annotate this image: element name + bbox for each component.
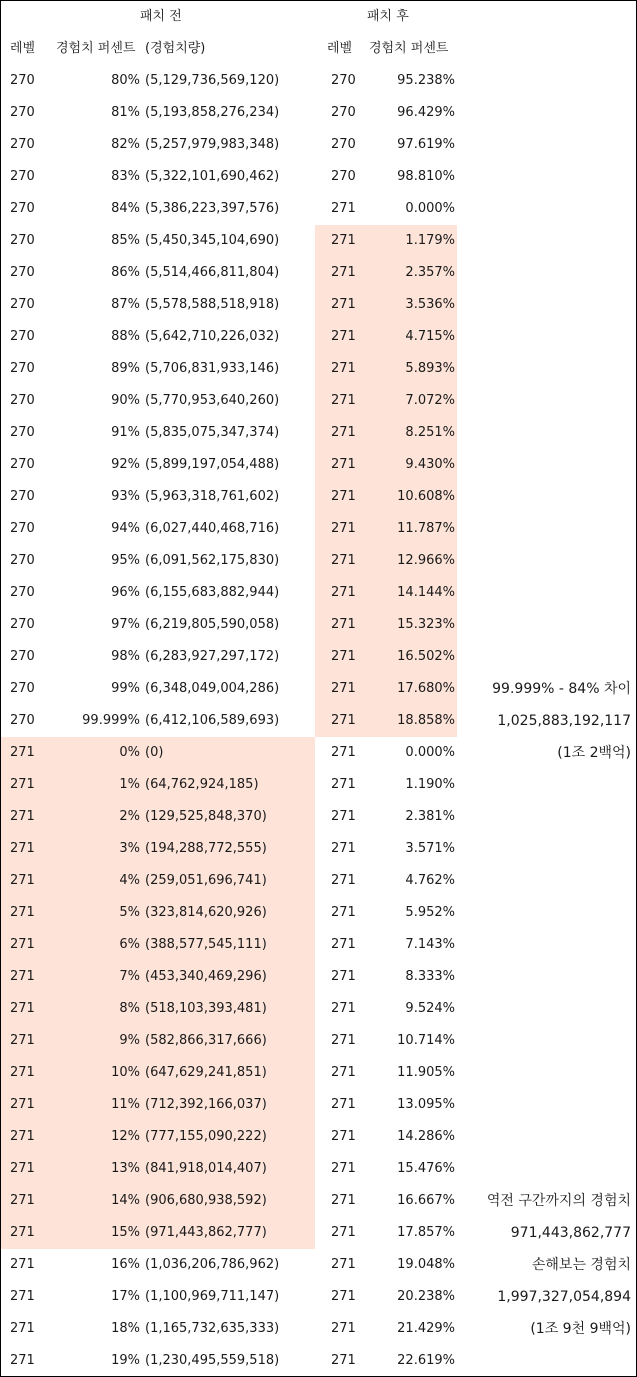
level-before: 270	[10, 265, 35, 280]
level-before: 270	[10, 425, 35, 440]
level-after: 271	[331, 361, 356, 376]
exp-percent-before: 95%	[111, 553, 140, 568]
exp-percent-before: 86%	[111, 265, 140, 280]
table-row	[1, 929, 636, 961]
exp-percent-before: 99.999%	[82, 713, 140, 728]
level-after: 271	[331, 489, 356, 504]
table-row	[1, 705, 636, 737]
exp-percent-after: 95.238%	[397, 73, 455, 88]
exp-percent-after: 15.323%	[397, 617, 455, 632]
level-before: 271	[10, 969, 35, 984]
exp-percent-after: 1.190%	[405, 777, 455, 792]
level-before: 271	[10, 1321, 35, 1336]
exp-percent-before: 91%	[111, 425, 140, 440]
level-before: 270	[10, 73, 35, 88]
exp-percent-after: 17.680%	[397, 681, 455, 696]
exp-percent-before: 3%	[119, 841, 140, 856]
level-before: 271	[10, 1257, 35, 1272]
exp-percent-before: 87%	[111, 297, 140, 312]
exp-amount-before: (841,918,014,407)	[145, 1161, 267, 1176]
exp-percent-before: 17%	[111, 1289, 140, 1304]
exp-percent-after: 96.429%	[397, 105, 455, 120]
exp-percent-before: 6%	[119, 937, 140, 952]
level-after: 271	[331, 1065, 356, 1080]
level-before: 271	[10, 777, 35, 792]
level-after: 271	[331, 1129, 356, 1144]
level-after: 271	[331, 1225, 356, 1240]
exp-percent-before: 99%	[111, 681, 140, 696]
table-row	[1, 769, 636, 801]
exp-percent-after: 9.430%	[405, 457, 455, 472]
table-row	[1, 1153, 636, 1185]
level-after: 271	[331, 617, 356, 632]
exp-amount-before: (1,100,969,711,147)	[145, 1289, 280, 1304]
title-after-patch: 패치 후	[367, 9, 409, 24]
exp-percent-after: 97.619%	[397, 137, 455, 152]
table-row	[1, 1217, 636, 1249]
level-before: 270	[10, 105, 35, 120]
exp-percent-before: 18%	[111, 1321, 140, 1336]
header-level-before: 레벨	[10, 41, 36, 56]
level-before: 270	[10, 649, 35, 664]
level-before: 271	[10, 841, 35, 856]
level-after: 271	[331, 521, 356, 536]
table-row	[1, 129, 636, 161]
table-row	[1, 1025, 636, 1057]
level-after: 271	[331, 1001, 356, 1016]
table-row	[1, 545, 636, 577]
exp-percent-before: 82%	[111, 137, 140, 152]
level-after: 271	[331, 1353, 356, 1368]
header-exp-percent-before: 경험치 퍼센트	[56, 41, 136, 56]
header-level-after: 레벨	[327, 41, 353, 56]
exp-percent-after: 2.357%	[405, 265, 455, 280]
exp-amount-before: (5,386,223,397,576)	[145, 201, 280, 216]
exp-amount-before: (777,155,090,222)	[145, 1129, 267, 1144]
level-after: 271	[331, 937, 356, 952]
exp-amount-before: (1,230,495,559,518)	[145, 1353, 280, 1368]
exp-amount-before: (5,193,858,276,234)	[145, 105, 280, 120]
level-after: 271	[331, 201, 356, 216]
exp-percent-before: 85%	[111, 233, 140, 248]
exp-amount-before: (5,770,953,640,260)	[145, 393, 280, 408]
level-after: 271	[331, 777, 356, 792]
exp-percent-after: 21.429%	[397, 1321, 455, 1336]
table-row	[1, 385, 636, 417]
side-note: (1조 2백억)	[557, 745, 631, 761]
table-row	[1, 449, 636, 481]
exp-percent-before: 80%	[111, 73, 140, 88]
side-note: 99.999% - 84% 차이	[492, 681, 631, 697]
exp-percent-after: 9.524%	[405, 1001, 455, 1016]
level-before: 270	[10, 169, 35, 184]
exp-amount-before: (388,577,545,111)	[145, 937, 267, 952]
level-before: 270	[10, 361, 35, 376]
level-before: 271	[10, 1065, 35, 1080]
table-row	[1, 1185, 636, 1217]
exp-percent-before: 83%	[111, 169, 140, 184]
table-row	[1, 1121, 636, 1153]
exp-percent-after: 3.536%	[405, 297, 455, 312]
level-before: 271	[10, 1129, 35, 1144]
exp-percent-before: 4%	[119, 873, 140, 888]
exp-percent-after: 17.857%	[397, 1225, 455, 1240]
exp-percent-after: 3.571%	[405, 841, 455, 856]
exp-amount-before: (971,443,862,777)	[145, 1225, 267, 1240]
side-note: (1조 9천 9백억)	[530, 1321, 631, 1337]
title-before-patch: 패치 전	[140, 9, 182, 24]
exp-amount-before: (1,036,206,786,962)	[145, 1257, 280, 1272]
exp-percent-after: 98.810%	[397, 169, 455, 184]
exp-percent-before: 0%	[119, 745, 140, 760]
exp-percent-after: 19.048%	[397, 1257, 455, 1272]
exp-amount-before: (1,165,732,635,333)	[145, 1321, 280, 1336]
table-row	[1, 737, 636, 769]
table-row	[1, 865, 636, 897]
level-after: 271	[331, 649, 356, 664]
exp-percent-before: 5%	[119, 905, 140, 920]
exp-percent-after: 7.072%	[405, 393, 455, 408]
exp-percent-before: 10%	[111, 1065, 140, 1080]
exp-percent-before: 8%	[119, 1001, 140, 1016]
level-before: 270	[10, 297, 35, 312]
exp-amount-before: (6,219,805,590,058)	[145, 617, 280, 632]
exp-percent-before: 12%	[111, 1129, 140, 1144]
exp-amount-before: (712,392,166,037)	[145, 1097, 267, 1112]
level-before: 271	[10, 1001, 35, 1016]
level-before: 270	[10, 393, 35, 408]
table-row	[1, 257, 636, 289]
exp-percent-before: 16%	[111, 1257, 140, 1272]
table-row	[1, 513, 636, 545]
table-row	[1, 161, 636, 193]
level-before: 270	[10, 201, 35, 216]
exp-amount-before: (259,051,696,741)	[145, 873, 267, 888]
exp-percent-after: 18.858%	[397, 713, 455, 728]
level-before: 270	[10, 233, 35, 248]
level-after: 270	[331, 169, 356, 184]
table-row	[1, 897, 636, 929]
exp-amount-before: (5,129,736,569,120)	[145, 73, 280, 88]
exp-amount-before: (0)	[145, 745, 164, 760]
level-after: 271	[331, 1193, 356, 1208]
level-before: 270	[10, 585, 35, 600]
level-after: 270	[331, 73, 356, 88]
level-before: 271	[10, 1097, 35, 1112]
exp-amount-before: (6,155,683,882,944)	[145, 585, 280, 600]
exp-percent-after: 1.179%	[405, 233, 455, 248]
table-row	[1, 193, 636, 225]
side-note: 971,443,862,777	[510, 1225, 631, 1241]
level-before: 270	[10, 457, 35, 472]
exp-amount-before: (6,027,440,468,716)	[145, 521, 280, 536]
exp-percent-before: 1%	[119, 777, 140, 792]
exp-percent-before: 7%	[119, 969, 140, 984]
exp-percent-before: 15%	[111, 1225, 140, 1240]
level-after: 271	[331, 393, 356, 408]
exp-amount-before: (5,257,979,983,348)	[145, 137, 280, 152]
level-after: 271	[331, 457, 356, 472]
table-row	[1, 961, 636, 993]
exp-amount-before: (323,814,620,926)	[145, 905, 267, 920]
level-before: 271	[10, 809, 35, 824]
exp-percent-after: 10.714%	[397, 1033, 455, 1048]
exp-percent-before: 88%	[111, 329, 140, 344]
level-after: 271	[331, 969, 356, 984]
exp-amount-before: (6,412,106,589,693)	[145, 713, 280, 728]
side-note: 1,997,327,054,894	[497, 1289, 631, 1305]
exp-percent-before: 13%	[111, 1161, 140, 1176]
table-row	[1, 289, 636, 321]
level-before: 271	[10, 1289, 35, 1304]
exp-percent-after: 8.251%	[405, 425, 455, 440]
exp-percent-after: 5.893%	[405, 361, 455, 376]
level-before: 270	[10, 329, 35, 344]
table-row	[1, 1313, 636, 1345]
table-row	[1, 481, 636, 513]
exp-percent-after: 8.333%	[405, 969, 455, 984]
exp-percent-after: 14.144%	[397, 585, 455, 600]
exp-percent-after: 12.966%	[397, 553, 455, 568]
exp-percent-after: 20.238%	[397, 1289, 455, 1304]
exp-amount-before: (6,283,927,297,172)	[145, 649, 280, 664]
exp-percent-before: 92%	[111, 457, 140, 472]
exp-percent-before: 2%	[119, 809, 140, 824]
exp-amount-before: (5,835,075,347,374)	[145, 425, 280, 440]
table-row	[1, 801, 636, 833]
exp-percent-before: 9%	[119, 1033, 140, 1048]
table-row	[1, 1345, 636, 1377]
table-row	[1, 577, 636, 609]
level-before: 271	[10, 1193, 35, 1208]
level-after: 271	[331, 809, 356, 824]
exp-amount-before: (5,514,466,811,804)	[145, 265, 280, 280]
level-after: 271	[331, 681, 356, 696]
exp-percent-after: 2.381%	[405, 809, 455, 824]
exp-amount-before: (647,629,241,851)	[145, 1065, 267, 1080]
exp-percent-before: 94%	[111, 521, 140, 536]
exp-amount-before: (6,348,049,004,286)	[145, 681, 280, 696]
level-after: 271	[331, 1321, 356, 1336]
side-note: 1,025,883,192,117	[497, 713, 631, 729]
table-row	[1, 1281, 636, 1313]
exp-amount-before: (5,450,345,104,690)	[145, 233, 280, 248]
exp-amount-before: (518,103,393,481)	[145, 1001, 267, 1016]
exp-amount-before: (453,340,469,296)	[145, 969, 267, 984]
exp-amount-before: (906,680,938,592)	[145, 1193, 267, 1208]
level-before: 271	[10, 1353, 35, 1368]
exp-percent-before: 81%	[111, 105, 140, 120]
exp-amount-before: (5,963,318,761,602)	[145, 489, 280, 504]
exp-amount-before: (5,706,831,933,146)	[145, 361, 280, 376]
side-note: 역전 구간까지의 경험치	[486, 1193, 631, 1209]
exp-amount-before: (129,525,848,370)	[145, 809, 267, 824]
level-after: 271	[331, 1097, 356, 1112]
exp-percent-after: 7.143%	[405, 937, 455, 952]
exp-amount-before: (64,762,924,185)	[145, 777, 259, 792]
level-before: 271	[10, 1225, 35, 1240]
exp-amount-before: (582,866,317,666)	[145, 1033, 267, 1048]
level-after: 270	[331, 105, 356, 120]
exp-percent-after: 22.619%	[397, 1353, 455, 1368]
exp-percent-before: 84%	[111, 201, 140, 216]
exp-amount-before: (5,642,710,226,032)	[145, 329, 280, 344]
table-row	[1, 353, 636, 385]
level-before: 270	[10, 713, 35, 728]
exp-percent-after: 0.000%	[405, 745, 455, 760]
table-row	[1, 65, 636, 97]
level-after: 271	[331, 1161, 356, 1176]
table-row	[1, 833, 636, 865]
level-before: 270	[10, 137, 35, 152]
exp-amount-before: (194,288,772,555)	[145, 841, 267, 856]
exp-percent-after: 5.952%	[405, 905, 455, 920]
exp-amount-before: (5,578,588,518,918)	[145, 297, 280, 312]
level-before: 271	[10, 745, 35, 760]
level-before: 270	[10, 489, 35, 504]
level-after: 271	[331, 425, 356, 440]
level-before: 271	[10, 905, 35, 920]
exp-amount-before: (5,322,101,690,462)	[145, 169, 280, 184]
exp-amount-before: (5,899,197,054,488)	[145, 457, 280, 472]
header-exp-percent-after: 경험치 퍼센트	[369, 41, 449, 56]
level-after: 271	[331, 905, 356, 920]
exp-percent-after: 15.476%	[397, 1161, 455, 1176]
table-row	[1, 225, 636, 257]
exp-percent-after: 16.667%	[397, 1193, 455, 1208]
table-row	[1, 641, 636, 673]
side-note: 손해보는 경험치	[531, 1257, 631, 1273]
level-after: 271	[331, 745, 356, 760]
exp-percent-before: 14%	[111, 1193, 140, 1208]
level-before: 271	[10, 1161, 35, 1176]
level-before: 270	[10, 681, 35, 696]
level-after: 271	[331, 713, 356, 728]
level-after: 271	[331, 1033, 356, 1048]
table-row	[1, 1089, 636, 1121]
exp-percent-before: 89%	[111, 361, 140, 376]
level-after: 271	[331, 1257, 356, 1272]
table-row	[1, 321, 636, 353]
table-row	[1, 1249, 636, 1281]
exp-percent-before: 19%	[111, 1353, 140, 1368]
exp-percent-after: 11.905%	[397, 1065, 455, 1080]
exp-percent-after: 13.095%	[397, 1097, 455, 1112]
exp-percent-after: 11.787%	[397, 521, 455, 536]
level-after: 271	[331, 1289, 356, 1304]
exp-percent-before: 98%	[111, 649, 140, 664]
table-row	[1, 993, 636, 1025]
level-after: 271	[331, 233, 356, 248]
level-before: 270	[10, 553, 35, 568]
level-after: 271	[331, 841, 356, 856]
table-row	[1, 417, 636, 449]
exp-percent-after: 10.608%	[397, 489, 455, 504]
level-before: 271	[10, 1033, 35, 1048]
exp-percent-after: 4.762%	[405, 873, 455, 888]
header-exp-amount: (경험치량)	[145, 41, 206, 56]
exp-percent-after: 16.502%	[397, 649, 455, 664]
table-row	[1, 97, 636, 129]
level-after: 271	[331, 873, 356, 888]
exp-percent-before: 96%	[111, 585, 140, 600]
exp-percent-after: 0.000%	[405, 201, 455, 216]
level-before: 270	[10, 617, 35, 632]
exp-percent-before: 97%	[111, 617, 140, 632]
level-before: 271	[10, 937, 35, 952]
level-before: 271	[10, 873, 35, 888]
exp-percent-after: 14.286%	[397, 1129, 455, 1144]
level-after: 271	[331, 329, 356, 344]
level-after: 271	[331, 553, 356, 568]
exp-percent-before: 11%	[111, 1097, 140, 1112]
table-row	[1, 673, 636, 705]
table-row	[1, 1057, 636, 1089]
level-before: 270	[10, 521, 35, 536]
level-after: 271	[331, 585, 356, 600]
level-after: 271	[331, 265, 356, 280]
exp-amount-before: (6,091,562,175,830)	[145, 553, 280, 568]
exp-percent-before: 93%	[111, 489, 140, 504]
level-after: 271	[331, 297, 356, 312]
exp-percent-before: 90%	[111, 393, 140, 408]
level-after: 270	[331, 137, 356, 152]
table-row	[1, 609, 636, 641]
exp-percent-after: 4.715%	[405, 329, 455, 344]
